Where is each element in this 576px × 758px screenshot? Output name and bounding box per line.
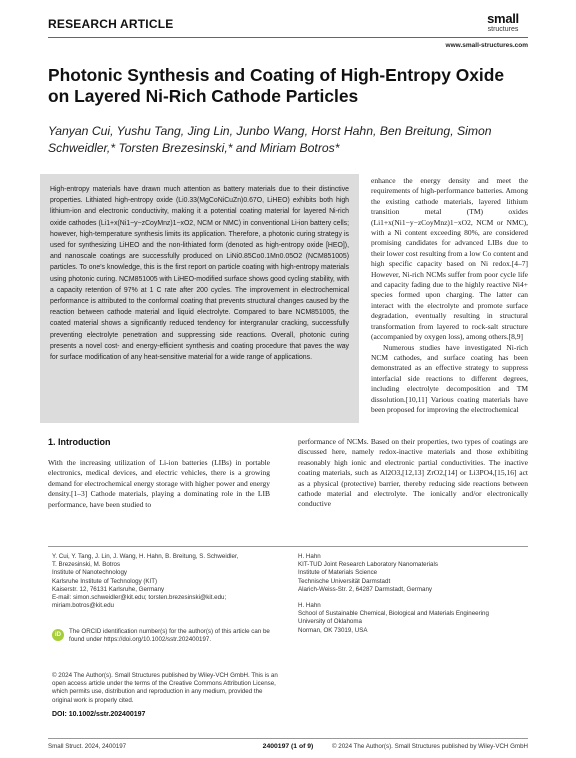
journal-logo[interactable] bbox=[478, 12, 528, 33]
affiliation-line: Institute of Nanotechnology bbox=[52, 569, 127, 577]
footer-divider bbox=[48, 738, 528, 739]
orcid-note bbox=[52, 628, 282, 644]
author-list: Yanyan Cui, Yushu Tang, Jing Lin, Junbo Wang, Horst Hahn, Ben Breitung, Simon Schweidler,* Torsten Brezesinski,* and Miriam Botros* bbox=[48, 124, 492, 155]
affiliation-divider bbox=[48, 546, 528, 547]
affiliation-email[interactable]: miriam.botros@kit.edu bbox=[52, 602, 114, 610]
introduction-text-right: performance of NCMs. Based on their properties, two types of coatings are discussed here, namely redox-inactive materials and those exhibiting reasonably high ionic and electronic partial conductivities. The inactive coating materials, such as Al2O3,[12,13] ZrO2,[14] or Li3PO4,[15,16] act as a physical (protective) barrier, thereby reducing side reactions between cathode material and electrolyte. The ionically and/or electronically conductive bbox=[298, 437, 528, 509]
affiliation-line: KIT-TUD Joint Research Laboratory Nanomaterials bbox=[298, 561, 438, 569]
abstract-text: High-entropy materials have drawn much attention as battery materials due to their distinctive properties. Lithiated high-entropy oxide (Li0.33(MgCoNiCuZn)0.67O, LiHEO) exhibits both high lithium-ion and electronic conductivity, making it a potential coating material for layered Ni-rich oxide cathodes (Li1+x(Ni1−y−zCoyMnz)1−xO2, NCM or NMC) in conventional Li-ion battery cells; however, high-temperature synthesis limits its application. Therefore, a photonic curing strategy is used for synthesizing LiHEO and the non-lithiated form (denoted as high-entropy oxide [HEO]), and nanoscale coatings are successfully produced on LiNi0.85Co0.1Mn0.05O2 (NCM851005) particles. To one's knowledge, this is the first report on particle coating with high-entropy materials using photonic curing. NCM851005 with LiHEO-modified surface shows good cycling stability, with a capacity retention of 97% at 1 C rate after 200 cycles. The improvement in electrochemical performance is attributed to the conformal coating that prevents structural changes caused by the reaction between cathode material and liquid electrolyte. Compared to bare NCM851005, the coated material shows a significantly reduced tendency for intergranular cracking, successfully preventing electrolyte penetration and suppressing side reactions. Overall, photonic curing presents a novel cost- and energy-efficient synthesis and coating procedure that paves the way for surface modification of any heat-sensitive material for a wide range of applications. bbox=[50, 186, 349, 362]
affiliation-gap bbox=[298, 594, 528, 602]
article-title: Photonic Synthesis and Coating of High-Entropy Oxide on Layered Ni-Rich Cathode Particles bbox=[48, 65, 505, 106]
journal-logo-line1: small bbox=[487, 11, 519, 26]
affiliation-line: H. Hahn bbox=[298, 553, 321, 560]
affiliation-line: Kaiserstr. 12, 76131 Karlsruhe, Germany bbox=[52, 585, 165, 593]
footer-copyright: © 2024 The Author(s). Small Structures published by Wiley-VCH GmbH bbox=[332, 743, 528, 750]
affiliation-line: H. Hahn bbox=[298, 602, 321, 610]
footer-page-number: 2400197 (1 of 9) bbox=[262, 743, 314, 750]
introduction-text-left: With the increasing utilization of Li-ion batteries (LIBs) in portable electronics, medical devices, and electric vehicles, there is a growing demand for electrochemical energy storage with higher power and energy density.[1–3] Cathode materials, playing a dominating role in the LIB performance, have been studied to bbox=[48, 458, 270, 509]
affiliation-line: Technische Universität Darmstadt bbox=[298, 577, 391, 585]
affiliation-line: T. Brezesinski, M. Botros bbox=[52, 561, 121, 569]
right-column-text bbox=[371, 176, 528, 415]
affiliation-kit bbox=[52, 553, 282, 610]
affiliation-line: Karlsruhe Institute of Technology (KIT) bbox=[52, 577, 158, 585]
journal-url-link[interactable]: www.small-structures.com bbox=[445, 42, 528, 49]
affiliation-line: University of Oklahoma bbox=[298, 618, 362, 626]
affiliation-line: Institute of Materials Science bbox=[298, 569, 378, 577]
right-column-paragraph-2: Numerous studies have investigated Ni-rich NCM cathodes, and surface coating has been demonstrated as an effective strategy to suppress interfacial side reactions to different degrees, including electrolyte decomposition and TM dissolution.[10,11] Various coating materials have been proposed for improving the electrochemical bbox=[371, 342, 528, 414]
affiliation-line: Y. Cui, Y. Tang, J. Lin, J. Wang, H. Hahn, B. Breitung, S. Schweidler, bbox=[52, 553, 239, 560]
orcid-icon[interactable]: iD bbox=[52, 629, 64, 641]
right-column-paragraph-1: enhance the energy density and meet the requirements of high-performance batteries. Among the existing cathode materials, layered lithium transition metal (TM) oxides (Li1+x(Ni1−y−zCoyMnz)1−xO2, NCM or NMC), with a Ni content exceeding 80%, are considered promising candidates for advanced LIBs due to their lower cost resulting from a low Co content and high specific capacity based on Ni redox.[4–7] However, Ni-rich NCMs suffer from poor cycle life and capacity fading due to the highly reactive Ni4+ species formed upon charging. The latter can interact with the electrolyte and promote surface degradation, eventually resulting in structural transformation from layered to rock-salt structure (accompanied by oxygen loss), among others.[8,9] bbox=[371, 176, 528, 342]
license-text: © 2024 The Author(s). Small Structures published by Wiley-VCH GmbH. This is an open access article under the terms of the Creative Commons Attribution License, which permits use, distribution and reproduction in any medium, provided the original work is properly cited. bbox=[52, 672, 278, 704]
introduction-heading: 1. Introduction bbox=[48, 437, 111, 447]
affiliation-line: Norman, OK 73019, USA bbox=[298, 626, 368, 634]
affiliation-line: Alarich-Weiss-Str. 2, 64287 Darmstadt, Germany bbox=[298, 585, 432, 593]
affiliation-email[interactable]: E-mail: simon.schweidler@kit.edu; torsten.brezesinski@kit.edu; bbox=[52, 594, 227, 602]
abstract-box bbox=[40, 174, 359, 423]
affiliation-line: School of Sustainable Chemical, Biological and Materials Engineering bbox=[298, 610, 489, 618]
journal-logo-line2: structures bbox=[487, 26, 519, 33]
section-label: RESEARCH ARTICLE bbox=[48, 17, 174, 31]
footer-citation: Small Struct. 2024, 2400197 bbox=[48, 743, 127, 750]
doi-link[interactable]: DOI: 10.1002/sstr.202400197 bbox=[52, 711, 146, 718]
affiliation-darmstadt-oklahoma bbox=[298, 553, 528, 635]
orcid-text[interactable]: The ORCID identification number(s) for the author(s) of this article can be found under https://doi.org/10.1002/sstr.202400197. bbox=[69, 628, 270, 644]
header-divider bbox=[48, 37, 528, 38]
